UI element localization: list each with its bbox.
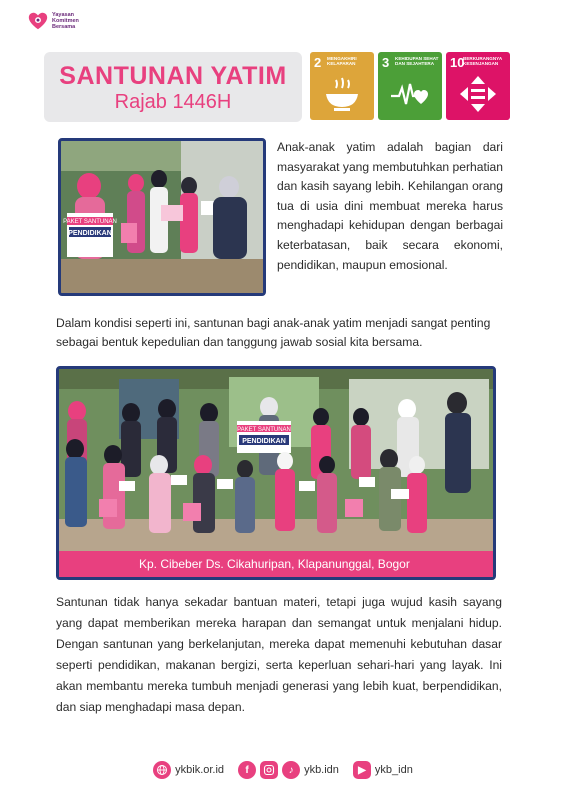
- page-title: SANTUNAN YATIM: [59, 62, 287, 90]
- sdg-badge-3: 3 KEHIDUPAN SEHAT DAN SEJAHTERA: [378, 52, 442, 120]
- logo: [27, 10, 79, 32]
- svg-text:PENDIDIKAN: PENDIDIKAN: [68, 230, 112, 237]
- website-text: ykbik.or.id: [175, 764, 225, 776]
- page-subtitle: Rajab 1446H: [114, 91, 232, 113]
- social-handle-text: ykb.idn: [304, 764, 339, 776]
- paragraph-intro: Anak-anak yatim adalah bagian dari masyarakat yang membutuhkan perhatian dan kasih sayang lebih. Kehilangan orang tua di usia dini membuat mereka harus menghadapi kehidupan dengan berbagai keterbatasan, baik secara ekonomi, pendidikan, maupun emosional.: [277, 140, 503, 272]
- svg-text:PAKET SANTUNAN: PAKET SANTUNAN: [237, 427, 291, 433]
- youtube-handle-text: ykb_idn: [374, 764, 413, 776]
- bowl-icon: [322, 74, 362, 114]
- globe-icon: [153, 761, 171, 779]
- footer-social[interactable]: [238, 761, 339, 779]
- title-banner: [44, 52, 302, 122]
- equality-icon: [458, 74, 498, 114]
- svg-text:PAKET SANTUNAN: PAKET SANTUNAN: [63, 219, 117, 225]
- logo-heart-icon: [27, 10, 49, 32]
- photo-santunan-group: [56, 366, 496, 580]
- footer-youtube[interactable]: [353, 761, 413, 779]
- paragraph-benefit: Santunan tidak hanya sekadar bantuan materi, tetapi juga wujud kasih sayang yang dapat memberikan mereka harapan dan semangat untuk menjalani hidup. Dengan santunan yang berkelanjutan, mereka dapat memenuhi kebutuhan dasar seperti pendidikan, makanan bergizi, serta keperluan sehari-hari yang layak. Ini akan membantu mereka tumbuh menjadi generasi yang lebih kuat, berpendidikan, dan siap menghadapi masa depan.: [56, 595, 502, 714]
- footer: [0, 759, 566, 781]
- footer-website[interactable]: [153, 761, 224, 779]
- svg-text:PENDIDIKAN: PENDIDIKAN: [242, 438, 286, 445]
- heartbeat-icon: [390, 74, 430, 114]
- instagram-icon[interactable]: [260, 761, 278, 779]
- sdg-badge-2: 2 MENGAKHIRI KELAPARAN: [310, 52, 374, 120]
- photo-caption: Kp. Cibeber Ds. Cikahuripan, Klapanunggal, Bogor: [59, 551, 493, 577]
- sdg-badge-10: 10 BERKURANGNYA KESENJANGAN: [446, 52, 510, 120]
- youtube-icon[interactable]: ▶: [353, 761, 371, 779]
- logo-text: Yayasan Komitmen Bersama: [52, 11, 79, 31]
- tiktok-icon[interactable]: ♪: [282, 761, 300, 779]
- facebook-icon[interactable]: f: [238, 761, 256, 779]
- photo-santunan-small: [58, 138, 266, 296]
- paragraph-importance: Dalam kondisi seperti ini, santunan bagi anak-anak yatim menjadi sangat penting sebagai bentuk kepedulian dan tanggung jawab sosial kita bersama.: [56, 316, 491, 349]
